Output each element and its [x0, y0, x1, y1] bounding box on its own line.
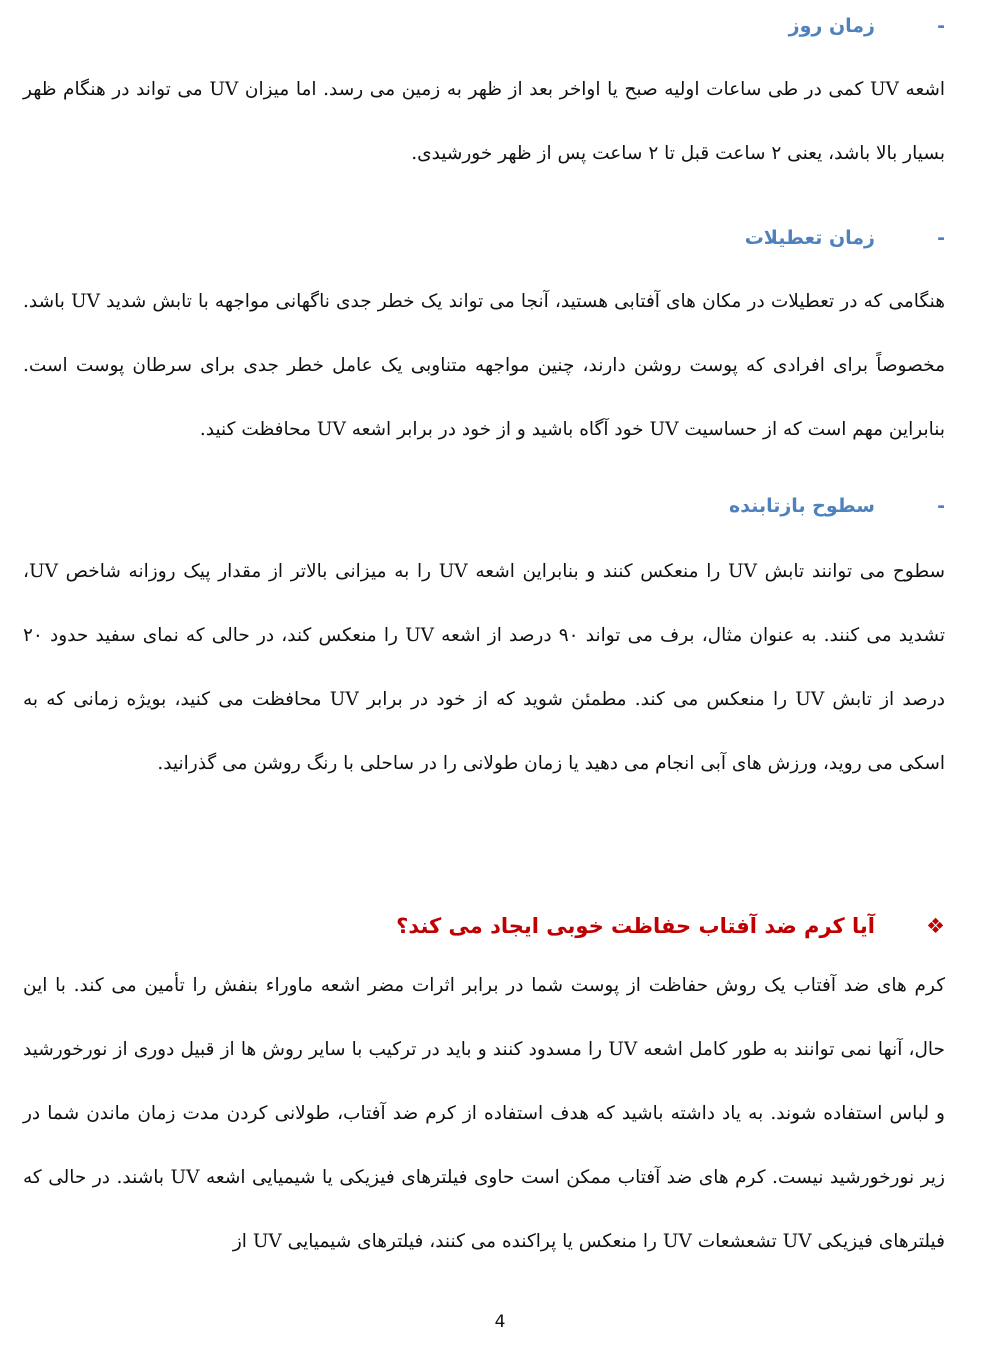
page-number: 4 [494, 1312, 506, 1332]
heading-holidays [25, 218, 945, 258]
heading-time-of-day [25, 6, 945, 46]
heading-text: زمان روز [788, 15, 875, 37]
heading-sunscreen [25, 906, 945, 946]
diamond-bullet-icon: ❖ [926, 914, 945, 938]
dash-bullet: - [937, 227, 945, 249]
paragraph-time-of-day: اشعه UV کمی در طی ساعات اولیه صبح یا اواخر بعد از ظهر به زمین می رسد. اما میزان UV می تواند در هنگام ظهر بسیار بالا باشد، یعنی ۲ ساعت قبل تا ۲ ساعت پس از ظهر خورشیدی. [23, 79, 946, 164]
heading-text: سطوح بازتابنده [729, 495, 875, 517]
paragraph-reflective-surfaces: سطوح می توانند تابش UV را منعکس کنند و بنابراین اشعه UV را به میزانی بالاتر از مقدار پیک روزانه شاخص UV، تشدید می کنند. به عنوان مثال، برف می تواند ۹۰ درصد از اشعه UV را منعکس کند، در حالی که نمای سفید حدود ۲۰ درصد از تابش UV را منعکس می کند. مطمئن شوید که از خود در برابر UV محافظت می کنید، بویژه زمانی که به اسکی می روید، ورزش های آبی انجام می دهید یا زمان طولانی را در ساحلی با رنگ روشن می گذرانید. [23, 561, 946, 774]
heading-reflective-surfaces [25, 486, 945, 526]
dash-bullet: - [937, 495, 945, 517]
heading-text: زمان تعطیلات [744, 227, 875, 249]
dash-bullet: - [937, 15, 945, 37]
heading-text: آیا کرم ضد آفتاب حفاظت خوبی ایجاد می کند؟ [396, 914, 875, 938]
paragraph-holidays: هنگامی که در تعطیلات در مکان های آفتابی هستید، آنجا می تواند یک خطر جدی ناگهانی مواجهه با تابش شدید UV باشد. مخصوصاً برای افرادی که پوست روشن دارند، چنین مواجهه متناوبی یک عامل خطر جدی برای سرطان پوست است. بنابراین مهم است که از حساسیت UV خود آگاه باشید و از خود در برابر اشعه UV محافظت کنید. [23, 291, 945, 440]
paragraph-sunscreen: کرم های ضد آفتاب یک روش حفاظت از پوست شما در برابر اثرات مضر اشعه ماوراء بنفش را تأمین می کند. با این حال، آنها نمی توانند به طور کامل اشعه UV را مسدود کنند و باید در ترکیب با سایر روش ها از قبیل دوری از نورخورشید و لباس استفاده شوند. به یاد داشته باشید که هدف استفاده از کرم ضد آفتاب، طولانی کردن مدت زمان ماندن شما در زیر نورخورشید نیست. کرم های ضد آفتاب ممکن است حاوی فیلترهای فیزیکی یا شیمیایی اشعه UV باشند. در حالی که فیلترهای فیزیکی UV تشعشعات UV را منعکس یا پراکنده می کنند، فیلترهای شیمیایی UV از [23, 975, 945, 1252]
